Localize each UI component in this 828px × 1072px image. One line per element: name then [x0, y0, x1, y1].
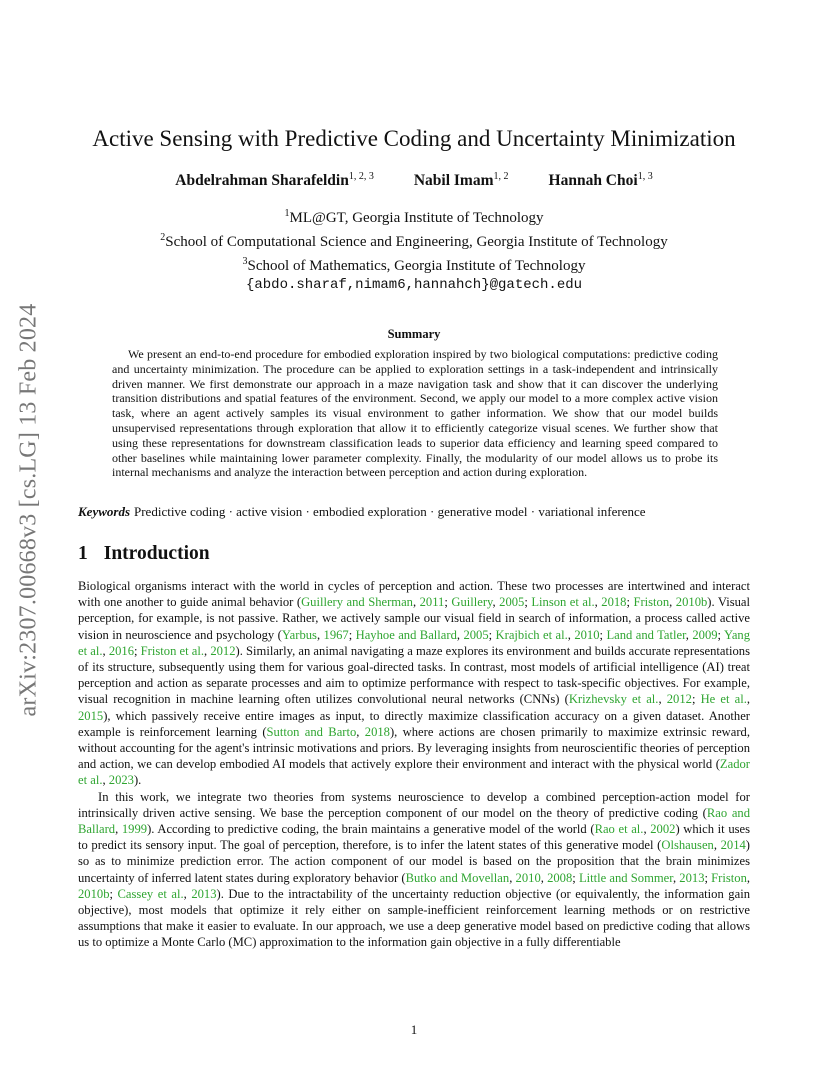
- keywords-label: Keywords: [78, 504, 130, 519]
- citation-link[interactable]: Little and Sommer: [578, 870, 673, 885]
- affiliation: [0, 252, 828, 276]
- section-heading: [78, 543, 210, 565]
- citation-link[interactable]: 2015: [78, 708, 104, 723]
- affiliation: [0, 228, 828, 252]
- citation-link[interactable]: 2023: [108, 773, 134, 788]
- affiliation-number: 2: [160, 232, 166, 243]
- citation-link[interactable]: 2009: [692, 627, 718, 642]
- citation-link[interactable]: Cassey et al.: [117, 886, 184, 901]
- author-name: Hannah Choi: [548, 172, 638, 190]
- affiliation-list: [0, 204, 828, 295]
- section-title: Introduction: [103, 543, 210, 564]
- citation-link[interactable]: Rao and Ballard: [78, 805, 751, 837]
- page-number: 1: [410, 1022, 418, 1037]
- citation-link[interactable]: 2013: [191, 886, 217, 901]
- author-affiliation-marker: 1, 3: [637, 171, 653, 182]
- citation-link[interactable]: 2010b: [78, 886, 110, 901]
- body-text: [78, 578, 750, 951]
- citation-link[interactable]: 1967: [323, 627, 349, 642]
- citation-link[interactable]: Olshausen: [661, 838, 714, 853]
- citation-link[interactable]: Linson et al.: [531, 595, 595, 610]
- citation-link[interactable]: 2002: [650, 822, 676, 837]
- author: [414, 171, 509, 190]
- citation-link[interactable]: Krajbich et al.: [495, 627, 568, 642]
- citation-link[interactable]: Friston et al.: [140, 643, 205, 658]
- affiliation-text: ML@GT, Georgia Institute of Technology: [289, 210, 544, 226]
- citation-link[interactable]: Guillery and Sherman: [301, 595, 413, 610]
- citation-link[interactable]: He et al.: [700, 692, 747, 707]
- keywords-list: Predictive coding · active vision · embodied exploration · generative model · variational inference: [134, 504, 646, 519]
- citation-link[interactable]: Land and Tatler: [606, 627, 686, 642]
- citation-link[interactable]: Krizhevsky et al.: [568, 692, 659, 707]
- citation-link[interactable]: 2014: [720, 838, 746, 853]
- citation-link[interactable]: 2011: [419, 595, 445, 610]
- citation-link[interactable]: 2008: [547, 870, 573, 885]
- citation-link[interactable]: 2010: [574, 627, 600, 642]
- author-affiliation-marker: 1, 2: [493, 171, 509, 182]
- author-list: [0, 171, 828, 190]
- citation-link[interactable]: 2010b: [675, 595, 708, 610]
- citation-link[interactable]: Yang et al.: [78, 627, 751, 658]
- citation-link[interactable]: Zador et al.: [78, 757, 750, 788]
- citation-link[interactable]: Butko and Movellan: [405, 870, 510, 885]
- citation-link[interactable]: Yarbus: [281, 627, 317, 642]
- arxiv-identifier: arXiv:2307.00668v3 [cs.LG] 13 Feb 2024: [15, 303, 42, 717]
- citation-link[interactable]: 1999: [121, 822, 148, 837]
- author: [549, 171, 653, 190]
- author: [175, 171, 374, 190]
- citation-link[interactable]: 2012: [666, 692, 692, 707]
- summary-text: We present an end-to-end procedure for embodied exploration inspired by two biological computations: predictive coding and uncertainty minimization. The procedure can be applied to exploration settings in a task-independent and intrinsically driven manner. We first demonstrate our approach in a maze navigation task and show that it can discover the underlying transition distributions and spatial features of the environment. Second, we apply our model to a more complex active vision task, where an agent actively samples its visual environment to gather information. We show that our model builds unsupervised representations through exploration that allow it to efficiently categorize visual scenes. We further show that using these representations for downstream classification leads to superior data efficiency and learning speed compared to other baselines while maintaining lower parameter complexity. Finally, the modularity of our model allows us to probe its internal mechanisms and analyze the interaction between perception and action during exploration.: [112, 347, 718, 480]
- author-name: Abdelrahman Sharafeldin: [175, 172, 349, 190]
- affiliation-number: 3: [242, 256, 248, 267]
- citation-link[interactable]: Guillery: [451, 595, 493, 610]
- citation-link[interactable]: Friston: [711, 870, 747, 885]
- paragraph: Biological organisms interact with the world in cycles of perception and action. These two processes are intertwined and interact with one another to guide animal behavior (Guillery and Sherman, 2011; Guillery, 2005; Linson et al., 2018; Friston, 2010b). Visual perception, for example, is not passive. Rather, we actively sample our visual field in search of information, a process called active vision in neuroscience and psychology (Yarbus, 1967; Hayhoe and Ballard, 2005; Krajbich et al., 2010; Land and Tatler, 2009; Yang et al., 2016; Friston et al., 2012). Similarly, an animal navigating a maze explores its environment and builds accurate representations of its structure, subsequently using them for various goal-directed tasks. In contrast, most models of artificial intelligence (AI) treat perception and action as separate processes and aim to optimize performance with respect to task-specific objectives. For example, visual recognition in machine learning often utilizes convolutional neural networks (CNNs) (Krizhevsky et al., 2012; He et al., 2015), which passively receive entire images as input, to directly maximize classification accuracy on a given dataset. Another example is reinforcement learning (Sutton and Barto, 2018), where actions are chosen primarily to maximize extrinsic reward, without accounting for the agent's intrinsic motivations and priors. By leveraging insights from neuroscientific theories of perception and action, we can develop embodied AI models that actively explore their environment and interact with the physical world (Zador et al., 2023).: [78, 579, 751, 788]
- author-name: Nabil Imam: [413, 172, 494, 190]
- section-number: 1: [78, 543, 88, 564]
- citation-link[interactable]: 2012: [210, 643, 236, 658]
- keywords: [78, 504, 758, 520]
- arxiv-stamp: [14, 290, 44, 730]
- affiliation-text: School of Computational Science and Engineering, Georgia Institute of Technology: [165, 234, 668, 250]
- citation-link[interactable]: 2018: [364, 724, 390, 739]
- citation-link[interactable]: Friston: [633, 595, 670, 610]
- paper-title: Active Sensing with Predictive Coding and Uncertainty Minimization: [92, 126, 736, 151]
- citation-link[interactable]: 2016: [108, 643, 134, 658]
- affiliation: [0, 204, 828, 228]
- citation-link[interactable]: Hayhoe and Ballard: [355, 627, 457, 642]
- citation-link[interactable]: 2005: [463, 627, 489, 642]
- citation-link[interactable]: 2013: [679, 870, 705, 885]
- citation-link[interactable]: Sutton and Barto: [266, 724, 357, 739]
- affiliation-text: School of Mathematics, Georgia Institute of Technology: [247, 258, 586, 274]
- author-email[interactable]: {abdo.sharaf,nimam6,hannahch}@gatech.edu: [245, 277, 583, 293]
- author-affiliation-marker: 1, 2, 3: [348, 171, 374, 182]
- citation-link[interactable]: 2018: [601, 595, 627, 610]
- citation-link[interactable]: 2010: [515, 870, 541, 885]
- citation-link[interactable]: 2005: [499, 595, 525, 610]
- summary-heading: Summary: [387, 327, 441, 341]
- affiliation-number: 1: [284, 208, 290, 219]
- paragraph: In this work, we integrate two theories from systems neuroscience to develop a combined perception-action model for intrinsically driven active sensing. We base the perception component of our model on the theory of predictive coding (Rao and Ballard, 1999). According to predictive coding, the brain maintains a generative model of the world (Rao et al., 2002) which it uses to predict its sensory input. The goal of perception, therefore, is to infer the latent states of this generative model (Olshausen, 2014) so as to minimize prediction error. The action component of our model is based on the proposition that the brain minimizes uncertainty of inferred latent states during exploratory behavior (Butko and Movellan, 2010, 2008; Little and Sommer, 2013; Friston, 2010b; Cassey et al., 2013). Due to the intractability of the uncertainty reduction objective (or equivalently, the information gain objective), most models that optimize it rely either on sample-inefficient reinforcement learning methods or on restrictive assumptions that make it easier to evaluate. In our approach, we use a deep generative model based on predictive coding that allows us to optimize a Monte Carlo (MC) approximation to the information gain objective in a fully differentiable: [78, 789, 751, 950]
- citation-link[interactable]: Rao et al.: [594, 822, 644, 837]
